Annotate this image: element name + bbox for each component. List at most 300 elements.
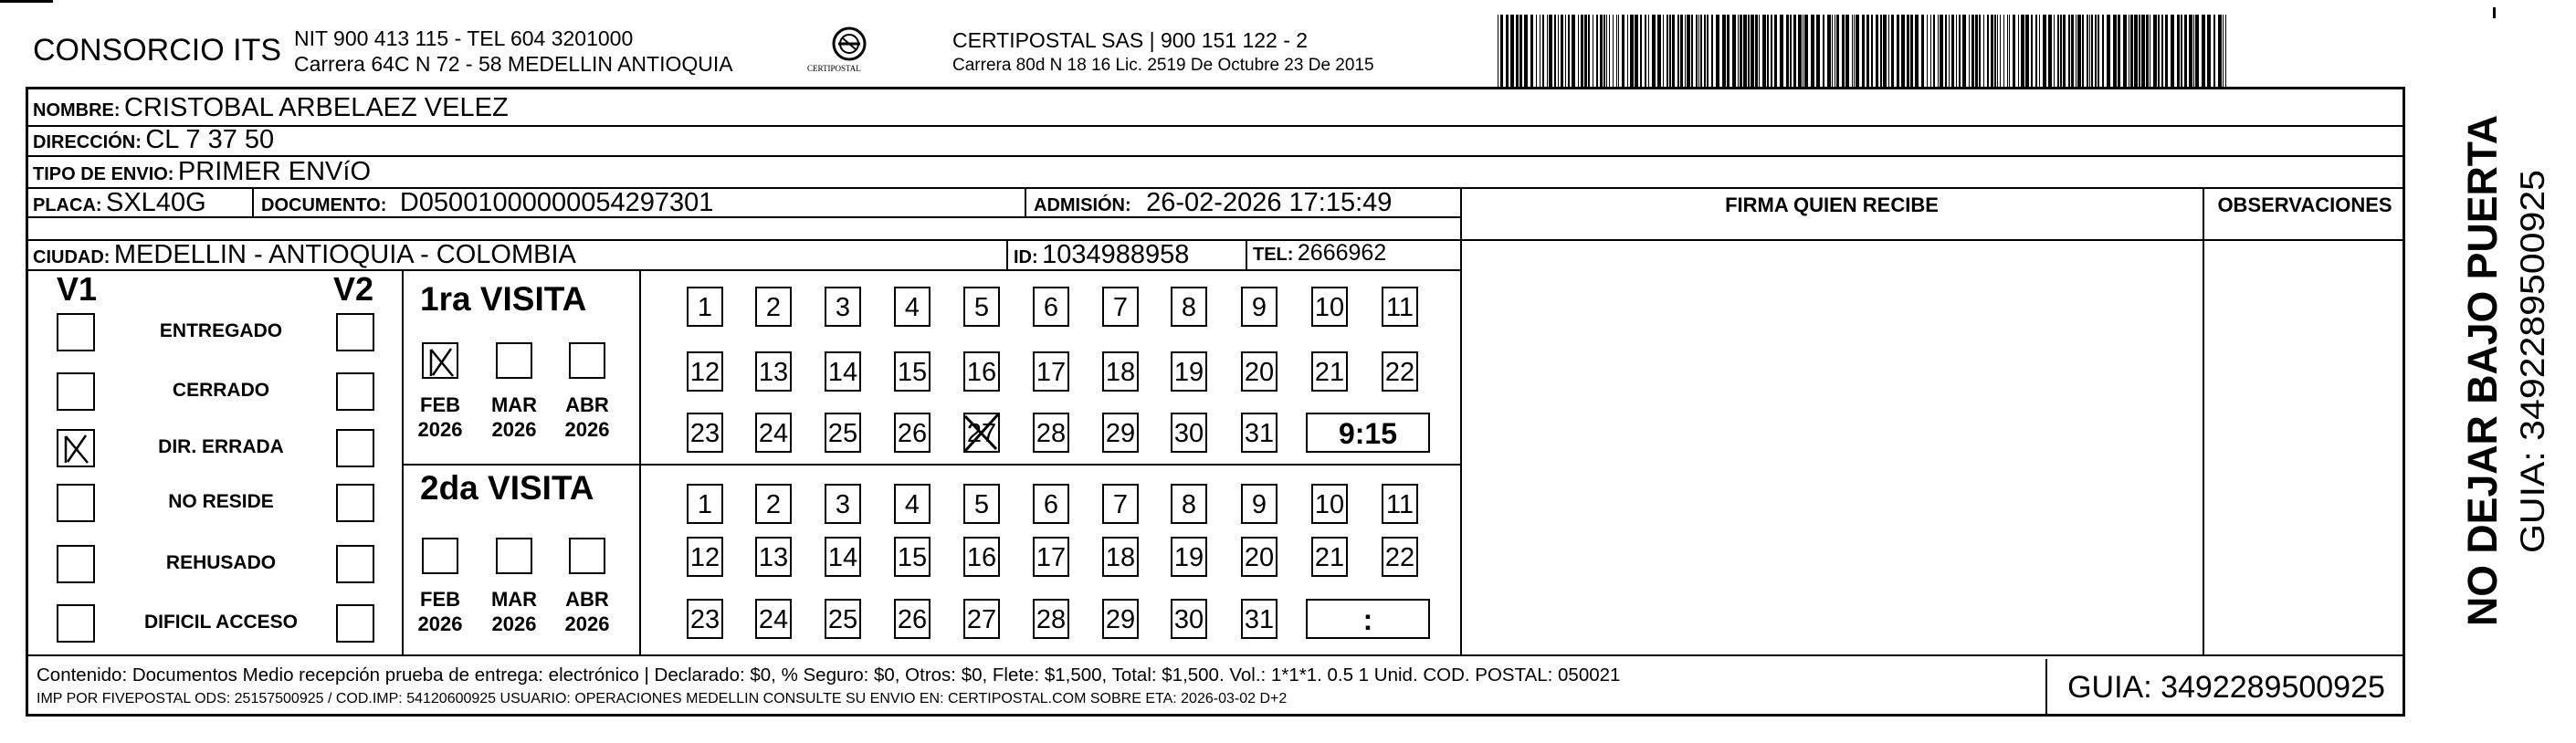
footer-contents: Contenido: Documentos Medio recepción prueba de entrega: electrónico | Declarado: $0, % Seguro: $0, Otros: $0, Flete: $1,500, Total: $1,500. Vol.: 1*1*1. 0.5 1 Unid. COD. POSTAL: 050021 (37, 665, 1621, 685)
v2-checkbox[interactable] (336, 545, 374, 583)
v2-heading: V2 (333, 270, 374, 308)
day-box[interactable]: 18 (1102, 351, 1139, 392)
day-box[interactable]: 4 (894, 287, 931, 327)
barcode-bar (2057, 15, 2059, 88)
day-box[interactable]: 1 (687, 287, 723, 327)
barcode-bar (1888, 15, 1889, 88)
day-box[interactable]: 2 (755, 484, 792, 524)
month-checkbox[interactable] (422, 342, 458, 379)
day-box[interactable]: 6 (1033, 287, 1069, 327)
tipo-row (33, 157, 371, 187)
barcode-bar (1652, 15, 1656, 88)
corner-mark (2493, 7, 2496, 18)
month-year: 2026 (417, 612, 463, 635)
barcode-bar (1975, 15, 1978, 88)
barcode-bar (1700, 15, 1702, 88)
side-label (2420, 91, 2566, 639)
barcode-bar (2141, 15, 2145, 88)
barcode-bar (1962, 15, 1966, 88)
day-box[interactable]: 21 (1311, 351, 1348, 392)
day-box[interactable]: 29 (1102, 413, 1139, 453)
barcode-bar (2087, 15, 2088, 88)
status-label: DIFICIL ACCESO (143, 612, 298, 633)
v1-heading: V1 (57, 270, 98, 308)
month-year: 2026 (564, 612, 610, 635)
day-box[interactable]: 24 (755, 599, 792, 639)
day-box[interactable]: 29 (1102, 599, 1139, 639)
observations-area[interactable] (2204, 217, 2405, 654)
day-box[interactable]: 28 (1033, 413, 1069, 453)
day-box[interactable]: 15 (894, 351, 931, 392)
month-label (413, 392, 468, 442)
barcode-bar (1561, 15, 1563, 88)
barcode-bar (2068, 15, 2070, 88)
barcode-bar (1578, 15, 1579, 88)
divider (639, 269, 641, 655)
nombre-row (33, 93, 509, 123)
day-box[interactable]: 12 (687, 537, 723, 577)
day-box[interactable]: 16 (963, 351, 1000, 392)
ciudad-value: MEDELLIN - ANTIOQUIA - COLOMBIA (113, 240, 576, 269)
barcode-bar (1930, 15, 1931, 88)
month-name: FEB (420, 588, 460, 611)
barcode-bar (1627, 15, 1628, 88)
barcode-bar (2071, 15, 2074, 88)
day-box[interactable]: 24 (755, 413, 792, 453)
barcode-bar (2043, 15, 2046, 88)
barcode-bar (2184, 15, 2187, 88)
barcode-bar (1696, 15, 1698, 88)
barcode-bar (1862, 15, 1865, 88)
barcode-bar (2134, 15, 2138, 88)
visit-time-box[interactable]: : (1306, 599, 1430, 639)
barcode-bar (1880, 15, 1882, 88)
barcode-bar (2189, 15, 2192, 88)
tipo-value: PRIMER ENVíO (177, 157, 372, 186)
barcode-bar (1983, 15, 1984, 88)
barcode-bar (2000, 15, 2001, 88)
divider (26, 125, 2405, 127)
barcode-bar (2225, 15, 2226, 88)
v1-checkbox[interactable] (57, 313, 95, 351)
day-box[interactable]: 6 (1033, 484, 1069, 524)
barcode-bar (2118, 15, 2120, 88)
nombre-label: NOMBRE: (33, 100, 121, 120)
barcode-bar (1530, 15, 1533, 88)
barcode-bar (1657, 15, 1661, 88)
day-box[interactable]: 27 (963, 599, 1000, 639)
barcode-bar (2165, 15, 2168, 88)
barcode-bar (1613, 15, 1614, 88)
day-box[interactable]: 14 (825, 537, 861, 577)
barcode-bar (1780, 15, 1783, 88)
side-guia: GUIA: 3492289500925 (2514, 207, 2551, 553)
barcode-bar (1816, 15, 1820, 88)
observaciones-heading: OBSERVACIONES (2217, 194, 2392, 216)
barcode-bar (1811, 15, 1814, 88)
month-label (413, 587, 468, 636)
month-checkbox[interactable] (569, 342, 605, 379)
v2-checkbox[interactable] (336, 429, 374, 467)
day-box[interactable]: 26 (894, 599, 931, 639)
month-label (560, 392, 615, 442)
barcode-bar (2076, 15, 2077, 88)
barcode-bar (2218, 15, 2222, 88)
month-year: 2026 (564, 418, 610, 441)
barcode-bar (1762, 15, 1766, 88)
barcode-bar (1547, 15, 1548, 88)
signature-area[interactable] (1462, 217, 2203, 654)
month-label (487, 392, 541, 442)
v2-checkbox[interactable] (336, 313, 374, 351)
barcode-bar (1554, 15, 1556, 88)
barcode-bar (1704, 15, 1706, 88)
barcode-bar (2146, 15, 2149, 88)
nombre-value: CRISTOBAL ARBELAEZ VELEZ (124, 93, 509, 122)
barcode-bar (1842, 15, 1845, 88)
barcode-bar (1876, 15, 1878, 88)
barcode-bar (1969, 15, 1970, 88)
barcode-bar (1549, 15, 1552, 88)
divider (252, 187, 254, 216)
day-box[interactable]: 17 (1033, 351, 1069, 392)
status-label: CERRADO (172, 380, 270, 401)
check-mark-icon (60, 433, 93, 466)
logo-text: CERTIPOSTAL (807, 64, 861, 73)
day-box[interactable]: 31 (1241, 599, 1277, 639)
barcode-bar (1630, 15, 1634, 88)
tel-value: 2666962 (1297, 240, 1387, 266)
barcode-bar (1667, 15, 1668, 88)
barcode-bar (2091, 15, 2093, 88)
day-box[interactable]: 2 (755, 287, 792, 327)
barcode-bar (2139, 15, 2140, 88)
barcode-bar (1832, 15, 1833, 88)
barcode-bar (2177, 15, 2180, 88)
day-box[interactable]: 13 (755, 537, 792, 577)
month-checkbox[interactable] (496, 538, 532, 574)
barcode-bar (1771, 15, 1772, 88)
certipostal-sub: Carrera 80d N 18 16 Lic. 2519 De Octubre 23 De 2015 (952, 56, 1374, 75)
barcode-bar (1727, 15, 1730, 88)
barcode-bar (1871, 15, 1873, 88)
barcode-bar (1565, 15, 1566, 88)
tipo-label: TIPO DE ENVIO: (33, 164, 174, 184)
barcode-bar (1743, 15, 1747, 88)
barcode-bar (1748, 15, 1750, 88)
barcode-bar (2098, 15, 2099, 88)
barcode-bar (1536, 15, 1537, 88)
admision-label: ADMISIÓN: (1034, 195, 1131, 215)
status-label: ENTREGADO (159, 320, 283, 341)
status-label: DIR. ERRADA (158, 436, 284, 457)
nit-line: NIT 900 413 115 - TEL 604 3201000 (294, 26, 634, 50)
side-warning: NO DEJAR BAJO PUERTA (2459, 110, 2506, 626)
firma-heading: FIRMA QUIEN RECIBE (1725, 194, 1939, 216)
barcode-bar (1891, 15, 1894, 88)
month-checkbox[interactable] (569, 538, 605, 574)
day-box[interactable]: 30 (1171, 413, 1207, 453)
month-name: ABR (565, 393, 609, 416)
footer-print-info: IMP POR FIVEPOSTAL ODS: 25157500925 / COD.IMP: 54120600925 USUARIO: OPERACIONES MEDELLIN CONSULTE SU ENVIO EN: CERTIPOSTAL.COM SOBRE ETA: 2026-03-02 D+2 (37, 691, 1288, 706)
corner-mark (0, 0, 53, 3)
status-label: REHUSADO (165, 552, 277, 573)
footer-guia: GUIA: 3492289500925 (2045, 659, 2405, 717)
v1-checkbox[interactable] (57, 604, 95, 643)
barcode-bar (1774, 15, 1777, 88)
barcode-bar (2113, 15, 2117, 88)
month-checkbox[interactable] (422, 538, 458, 574)
barcode-bar (1994, 15, 1996, 88)
barcode-icon (1498, 15, 2226, 88)
day-box[interactable]: 5 (963, 287, 1000, 327)
barcode-bar (2063, 15, 2066, 88)
barcode-bar (2158, 15, 2160, 88)
month-year: 2026 (491, 418, 537, 441)
barcode-bar (2153, 15, 2157, 88)
barcode-bar (1823, 15, 1824, 88)
barcode-bar (2035, 15, 2037, 88)
documento-label: DOCUMENTO: (261, 195, 387, 215)
barcode-bar (1971, 15, 1974, 88)
day-box[interactable]: 1 (687, 484, 723, 524)
tel-row (1253, 240, 1386, 267)
day-box[interactable]: 5 (963, 484, 1000, 524)
barcode-bar (1707, 15, 1709, 88)
barcode-bar (1956, 15, 1957, 88)
barcode-bar (2213, 15, 2215, 88)
barcode-bar (2060, 15, 2062, 88)
divider (1006, 239, 1008, 269)
visit-time-box[interactable]: 9:15 (1306, 413, 1430, 453)
ciudad-row (33, 240, 576, 270)
barcode-bar (1510, 15, 1514, 88)
barcode-bar (2013, 15, 2015, 88)
barcode-bar (1648, 15, 1649, 88)
barcode-bar (1793, 15, 1796, 88)
day-box[interactable]: 3 (825, 484, 861, 524)
barcode-bar (1568, 15, 1570, 88)
barcode-bar (1927, 15, 1928, 88)
barcode-bar (2031, 15, 2033, 88)
barcode-bar (1677, 15, 1679, 88)
visit2-title: 2da VISITA (420, 469, 594, 507)
barcode-bar (2048, 15, 2052, 88)
day-box[interactable]: 20 (1241, 537, 1277, 577)
barcode-bar (1738, 15, 1739, 88)
day-box[interactable]: 19 (1171, 537, 1207, 577)
month-name: MAR (490, 588, 538, 611)
barcode-bar (1854, 15, 1855, 88)
id-value: 1034988958 (1042, 240, 1190, 269)
barcode-bar (2102, 15, 2104, 88)
v1-checkbox[interactable] (57, 372, 95, 411)
barcode-bar (1616, 15, 1617, 88)
barcode-bar (1519, 15, 1522, 88)
day-box[interactable]: 10 (1311, 484, 1348, 524)
day-box[interactable]: 16 (963, 537, 1000, 577)
day-box[interactable]: 20 (1241, 351, 1277, 392)
barcode-bar (1558, 15, 1559, 88)
v1-checkbox[interactable] (57, 429, 95, 467)
day-box[interactable]: 8 (1171, 287, 1207, 327)
barcode-bar (2207, 15, 2211, 88)
barcode-bar (1907, 15, 1909, 88)
barcode-bar (2018, 15, 2019, 88)
day-box[interactable]: 4 (894, 484, 931, 524)
v2-checkbox[interactable] (336, 372, 374, 411)
day-box[interactable]: 3 (825, 287, 861, 327)
day-box[interactable]: 18 (1102, 537, 1139, 577)
barcode-bar (1596, 15, 1598, 88)
certipostal-line: CERTIPOSTAL SAS | 900 151 122 - 2 (952, 28, 1309, 52)
admision-value: 26-02-2026 17:15:49 (1146, 188, 1393, 217)
barcode-bar (1804, 15, 1808, 88)
day-box[interactable]: 23 (687, 413, 723, 453)
barcode-bar (1716, 15, 1719, 88)
barcode-bar (1603, 15, 1605, 88)
barcode-bar (1640, 15, 1642, 88)
v2-checkbox[interactable] (336, 604, 374, 643)
placa-value: SXL40G (106, 188, 206, 217)
barcode-bar (1584, 15, 1587, 88)
day-box[interactable]: 7 (1102, 484, 1139, 524)
barcode-bar (1600, 15, 1603, 88)
barcode-bar (1949, 15, 1950, 88)
barcode-bar (1991, 15, 1993, 88)
id-row (1014, 240, 1189, 270)
month-year: 2026 (491, 612, 537, 635)
divider (26, 654, 2405, 656)
barcode-bar (2009, 15, 2010, 88)
barcode-bar (1856, 15, 1859, 88)
direccion-label: DIRECCIÓN: (33, 132, 142, 152)
company-info (294, 26, 733, 77)
barcode-bar (1687, 15, 1690, 88)
direccion-value: CL 7 37 50 (145, 125, 275, 154)
barcode-bar (1938, 15, 1939, 88)
barcode-bar (1669, 15, 1671, 88)
barcode-bar (1915, 15, 1919, 88)
barcode-bar (1910, 15, 1913, 88)
barcode-bar (1500, 15, 1503, 88)
barcode-bar (1827, 15, 1831, 88)
barcode-bar (2021, 15, 2024, 88)
barcode-bar (2223, 15, 2224, 88)
barcode-bar (2202, 15, 2205, 88)
barcode-bar (2161, 15, 2163, 88)
day-box[interactable]: 7 (1102, 287, 1139, 327)
barcode-bar (1572, 15, 1575, 88)
day-box[interactable]: 14 (825, 351, 861, 392)
day-box[interactable]: 27 (963, 413, 1000, 453)
day-box[interactable]: 9 (1241, 484, 1277, 524)
day-box[interactable]: 11 (1382, 287, 1418, 327)
barcode-bar (1987, 15, 1989, 88)
direccion-row (33, 125, 274, 155)
divider (402, 269, 404, 655)
barcode-bar (2082, 15, 2084, 88)
documento-value: D05001000000054297301 (399, 188, 714, 217)
barcode-bar (2007, 15, 2008, 88)
barcode-bar (1933, 15, 1935, 88)
day-box[interactable]: 9 (1241, 287, 1277, 327)
barcode-bar (1581, 15, 1583, 88)
day-box[interactable]: 13 (755, 351, 792, 392)
month-checkbox[interactable] (496, 342, 532, 379)
barcode-bar (1722, 15, 1726, 88)
barcode-bar (1516, 15, 1519, 88)
day-box[interactable]: 21 (1311, 537, 1348, 577)
barcode-bar (1524, 15, 1528, 88)
barcode-bar (1959, 15, 1961, 88)
barcode-bar (1588, 15, 1590, 88)
day-box[interactable]: 10 (1311, 287, 1348, 327)
barcode-bar (1897, 15, 1899, 88)
company-name: CONSORCIO ITS (33, 33, 282, 68)
barcode-bar (1951, 15, 1954, 88)
barcode-bar (2025, 15, 2029, 88)
day-box[interactable]: 23 (687, 599, 723, 639)
v1-checkbox[interactable] (57, 545, 95, 583)
address-line: Carrera 64C N 72 - 58 MEDELLIN ANTIOQUIA (294, 52, 733, 76)
month-label (487, 587, 541, 636)
barcode-bar (2095, 15, 2097, 88)
day-box[interactable]: 15 (894, 537, 931, 577)
barcode-bar (2193, 15, 2194, 88)
barcode-bar (1635, 15, 1638, 88)
day-box[interactable]: 28 (1033, 599, 1069, 639)
day-box[interactable]: 12 (687, 351, 723, 392)
day-box[interactable]: 8 (1171, 484, 1207, 524)
placa-row (33, 188, 206, 218)
barcode-bar (1542, 15, 1544, 88)
barcode-bar (1680, 15, 1683, 88)
barcode-bar (2077, 15, 2081, 88)
barcode-bar (1645, 15, 1646, 88)
barcode-bar (1618, 15, 1619, 88)
divider (1246, 239, 1247, 269)
v1-checkbox[interactable] (57, 484, 95, 522)
barcode-bar (1506, 15, 1509, 88)
day-box[interactable]: 30 (1171, 599, 1207, 639)
day-box[interactable]: 17 (1033, 537, 1069, 577)
barcode-bar (1852, 15, 1853, 88)
barcode-bar (2195, 15, 2199, 88)
day-box[interactable]: 19 (1171, 351, 1207, 392)
barcode-bar (1979, 15, 1981, 88)
barcode-bar (2054, 15, 2055, 88)
barcode-bar (1691, 15, 1693, 88)
barcode-bar (1732, 15, 1736, 88)
day-box[interactable]: 31 (1241, 413, 1277, 453)
day-box[interactable]: 25 (825, 413, 861, 453)
day-box[interactable]: 11 (1382, 484, 1418, 524)
divider (1025, 187, 1026, 216)
day-box[interactable]: 25 (825, 599, 861, 639)
admision-row (1034, 188, 1392, 218)
visit1-title: 1ra VISITA (420, 280, 587, 318)
day-box[interactable]: 22 (1382, 537, 1418, 577)
barcode-bar (1663, 15, 1664, 88)
barcode-bar (1901, 15, 1905, 88)
day-box[interactable]: 26 (894, 413, 931, 453)
id-label: ID: (1014, 247, 1038, 267)
v2-checkbox[interactable] (336, 484, 374, 522)
documento-row (261, 188, 713, 218)
barcode-bar (1786, 15, 1789, 88)
day-box[interactable]: 22 (1382, 351, 1418, 392)
